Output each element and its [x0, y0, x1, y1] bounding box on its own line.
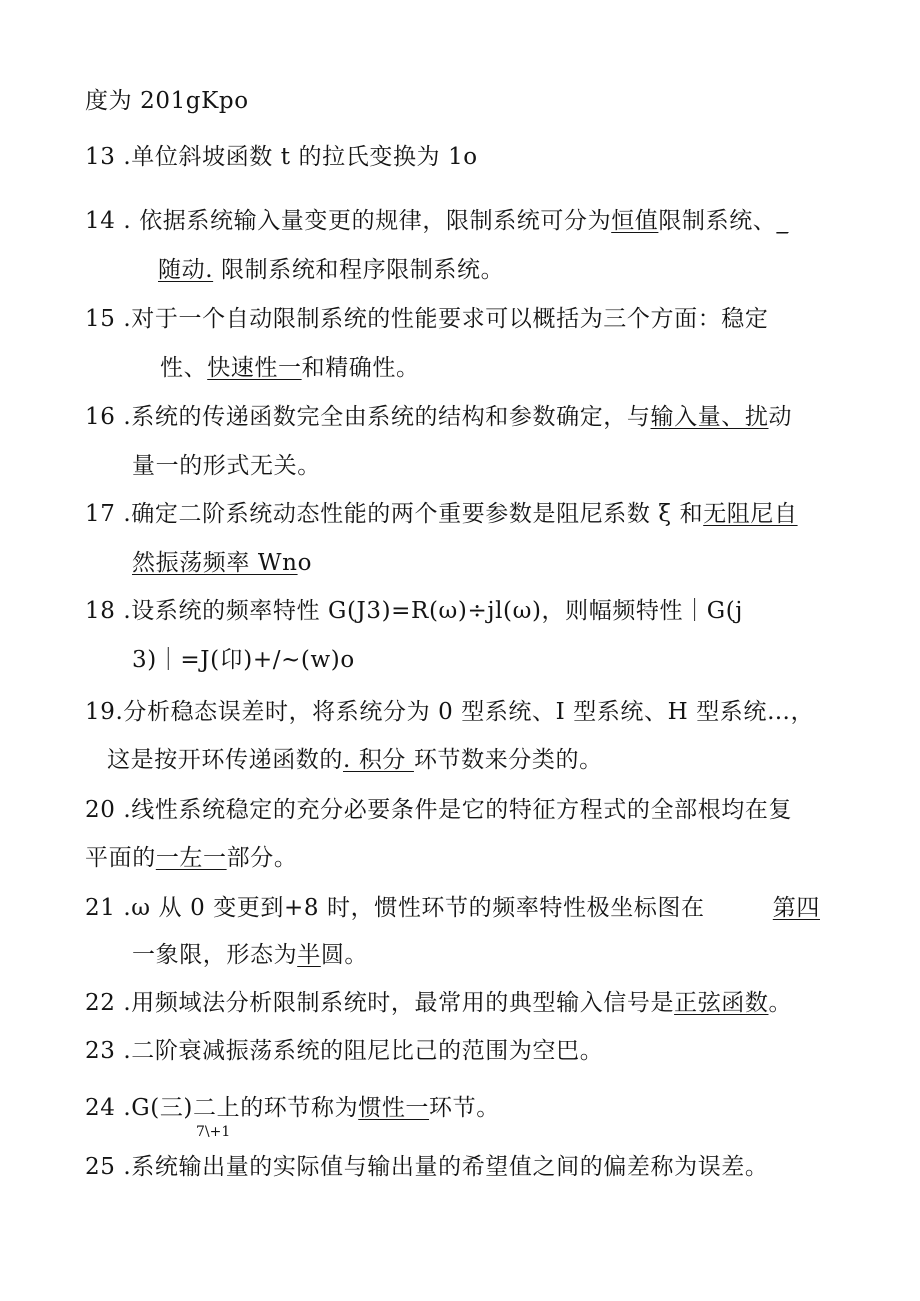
line-text: 16 .系统的传递函数完全由系统的结构和参数确定，与 [85, 404, 651, 430]
answer-blank: 一左一 [155, 845, 227, 871]
line-text: 24 .G(三)二上的环节称为 [85, 1095, 359, 1121]
line-text: 。 [768, 990, 793, 1016]
line-text: 17 .确定二阶系统动态性能的两个重要参数是阻尼系数 ξ 和 [85, 501, 704, 527]
answer-blank: 然振荡频率 Wn [132, 550, 298, 576]
item-17-cont [132, 548, 312, 578]
line-text: 圆。 [320, 942, 369, 968]
item-14-cont [158, 255, 504, 285]
line-text: 14 . 依据系统输入量变更的规律，限制系统可分为 [85, 208, 612, 234]
line-text: 18 .设系统的频率特性 G(J3)=R(ω)÷jl(ω)，则幅频特性｜G(j [85, 598, 743, 624]
item-13 [85, 142, 478, 172]
line-text: 一象限，形态为 [132, 942, 298, 968]
item-19-cont [107, 745, 603, 775]
line-text: 3)｜=J(卬)+/~(w)o [132, 647, 355, 673]
formula-subscript [196, 1124, 230, 1140]
line-text: 和精确性。 [301, 355, 420, 381]
answer-blank: 恒值 [611, 208, 659, 234]
line-text: 23 .二阶衰减振荡系统的阻尼比己的范围为空巴。 [85, 1038, 604, 1064]
item-21-cont [132, 940, 368, 970]
line-text: 25 .系统输出量的实际值与输出量的希望值之间的偏差称为误差。 [85, 1154, 769, 1180]
answer-blank: 半 [297, 942, 321, 968]
line-text: 21 .ω 从 0 变更到+8 时，惯性环节的频率特性极坐标图在 [85, 895, 705, 921]
answer-blank: 惯性一 [358, 1095, 430, 1121]
item-24 [85, 1093, 500, 1123]
line-text: 15 .对于一个自动限制系统的性能要求可以概括为三个方面：稳定 [85, 306, 769, 332]
line-text: 限制系统、 [658, 208, 777, 234]
line-text: 环节数来分类的。 [413, 747, 603, 773]
line-text: 19.分析稳态误差时，将系统分为 0 型系统、I 型系统、H 型系统…， [85, 699, 815, 725]
item-16-cont [132, 451, 321, 481]
line-text: 22 .用频域法分析限制系统时，最常用的典型输入信号是 [85, 990, 675, 1016]
item-17 [85, 499, 798, 529]
answer-blank: . 积分 [343, 747, 414, 773]
line-text: 7\+1 [196, 1124, 231, 1140]
answer-blank: _ [776, 208, 789, 234]
answer-blank: 第四 [772, 895, 820, 921]
line-text: 13 .单位斜坡函数 t 的拉氏变换为 1o [85, 144, 478, 170]
line-text: 20 .线性系统稳定的充分必要条件是它的特征方程式的全部根均在复 [85, 797, 793, 823]
line-text: 部分。 [226, 845, 298, 871]
item-21 [85, 893, 820, 923]
line-text: 环节。 [429, 1095, 500, 1121]
item-19 [85, 697, 814, 727]
answer-blank: 正弦函数 [674, 990, 769, 1016]
item-18 [85, 596, 743, 626]
item-16 [85, 402, 792, 432]
line-text: 限制系统和程序限制系统。 [213, 257, 505, 283]
line-text: 度为 201gKpo [85, 88, 249, 114]
line-text: 动 [768, 404, 793, 430]
answer-blank: 无阻尼自 [703, 501, 798, 527]
item-23 [85, 1036, 603, 1066]
item-20-cont [85, 843, 297, 873]
text-line-1 [85, 86, 249, 116]
answer-blank: 输入量、扰 [650, 404, 769, 430]
item-20 [85, 795, 792, 825]
item-22 [85, 988, 792, 1018]
item-15 [85, 304, 769, 334]
line-text: 平面的 [85, 845, 156, 871]
item-18-cont [132, 645, 355, 675]
answer-blank: 随动. [158, 257, 214, 283]
line-text: o [297, 550, 313, 576]
item-15-cont [160, 353, 420, 383]
line-text: 性、 [160, 355, 208, 381]
item-25 [85, 1152, 769, 1182]
line-text: 量一的形式无关。 [132, 453, 321, 479]
line-text: 这是按开环传递函数的 [107, 747, 343, 773]
answer-blank: 快速性一 [207, 355, 302, 381]
item-14 [85, 206, 789, 236]
